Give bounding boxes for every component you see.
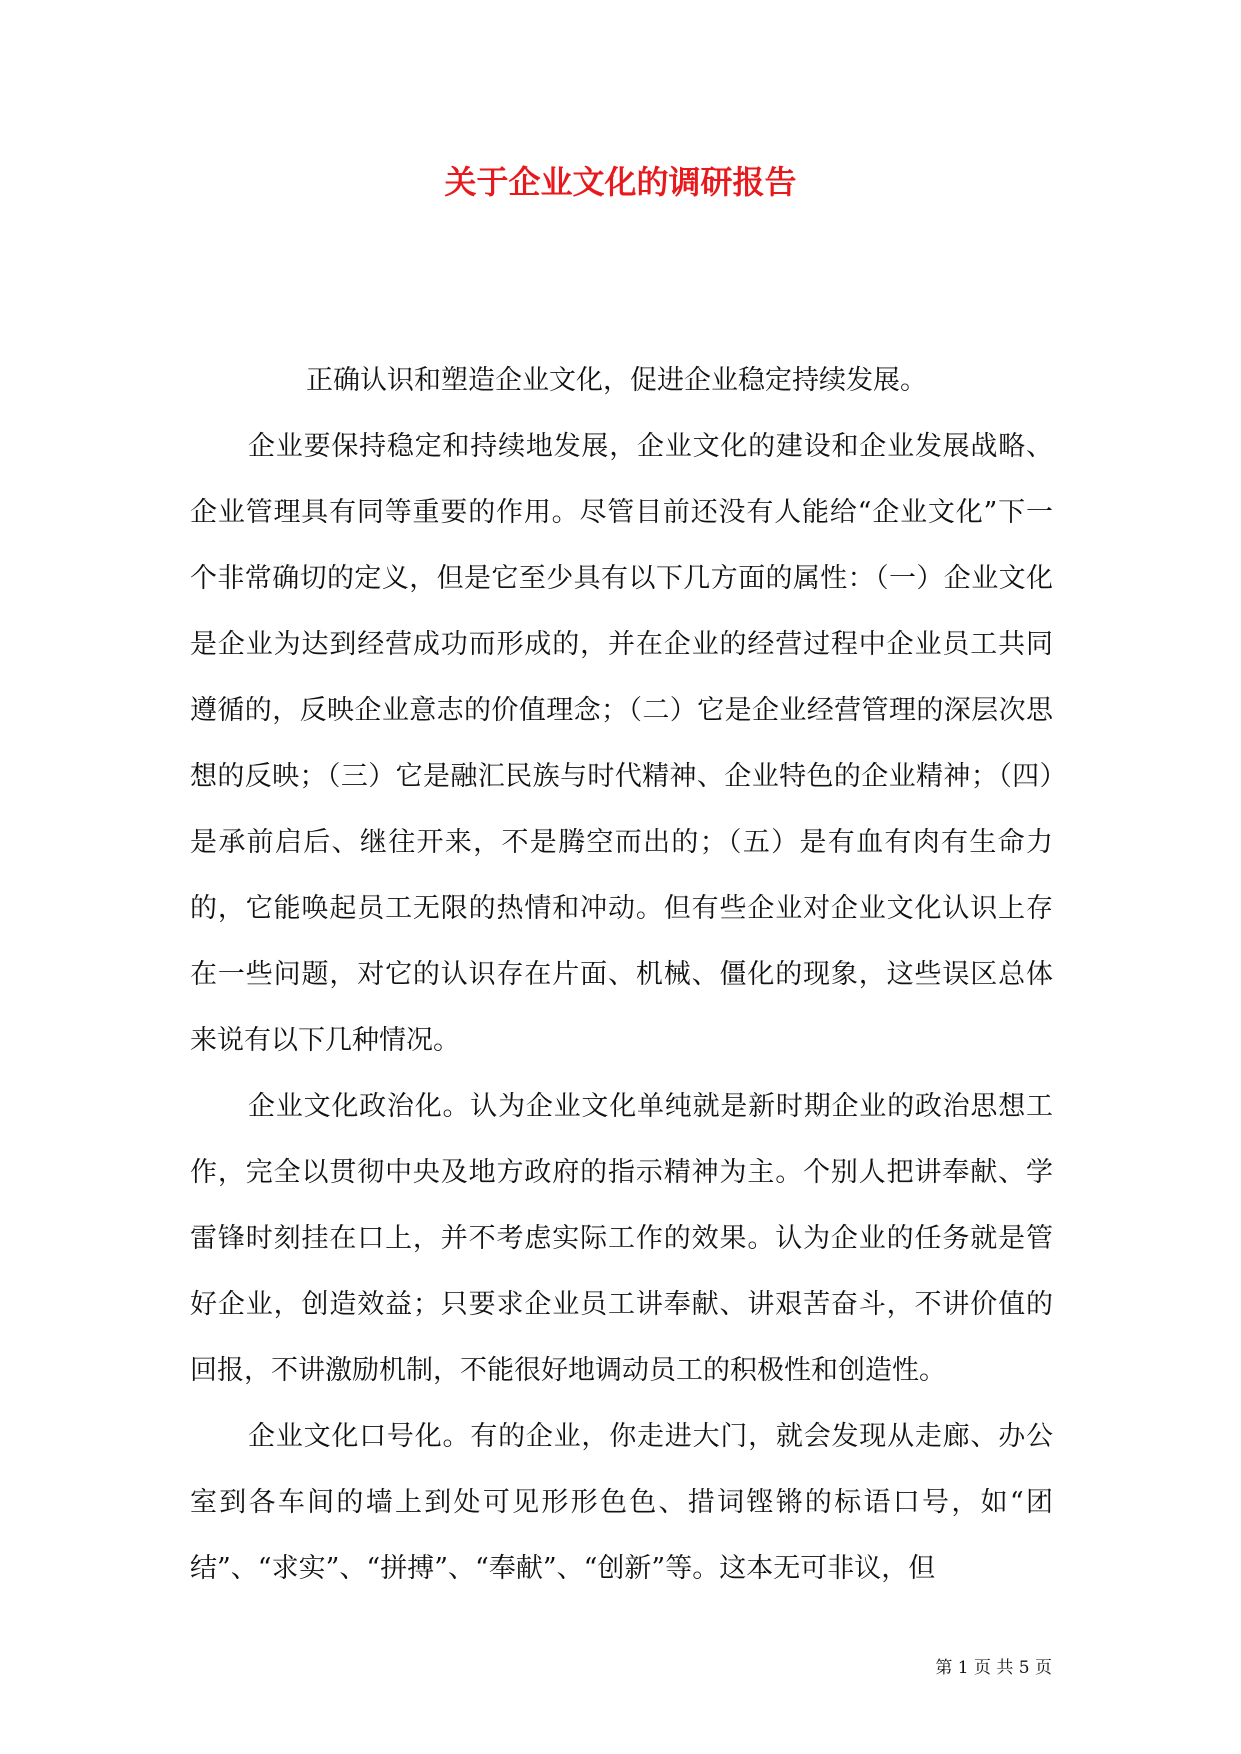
paragraph-sloganization: 企业文化口号化。有的企业，你走进大门，就会发现从走廊、办公室到各车间的墙上到处可见形形色色、措词铿锵的标语口号，如“团结”、“求实”、“拼搏”、“奉献”、“创新”等。这本无可非议，但 [190, 1421, 1053, 1584]
paragraph-attributes: 企业要保持稳定和持续地发展，企业文化的建设和企业发展战略、企业管理具有同等重要的作用。尽管目前还没有人能给“企业文化”下一个非常确切的定义，但是它至少具有以下几方面的属性：（一）企业文化是企业为达到经营成功而形成的，并在企业的经营过程中企业员工共同遵循的，反映企业意志的价值理念；（二）它是企业经营管理的深层次思想的反映；（三）它是融汇民族与时代精神、企业特色的企业精神；（四）是承前启后、继往开来，不是腾空而出的；（五）是有血有肉有生命力的，它能唤起员工无限的热情和冲动。但有些企业对企业文化认识上存在一些问题，对它的认识存在片面、机械、僵化的现象，这些误区总体来说有以下几种情况。 [190, 431, 1053, 1056]
page-number-footer: 第 1 页 共 5 页 [935, 1658, 1052, 1678]
document-title: 关于企业文化的调研报告 [444, 163, 797, 201]
document-body [190, 348, 1053, 1602]
paragraph-intro: 正确认识和塑造企业文化，促进企业稳定持续发展。 [306, 365, 927, 396]
paragraph-politicization: 企业文化政治化。认为企业文化单纯就是新时期企业的政治思想工作，完全以贯彻中央及地方政府的指示精神为主。个别人把讲奉献、学雷锋时刻挂在口上，并不考虑实际工作的效果。认为企业的任务就是管好企业，创造效益；只要求企业员工讲奉献、讲艰苦奋斗，不讲价值的回报，不讲激励机制，不能很好地调动员工的积极性和创造性。 [190, 1091, 1053, 1386]
